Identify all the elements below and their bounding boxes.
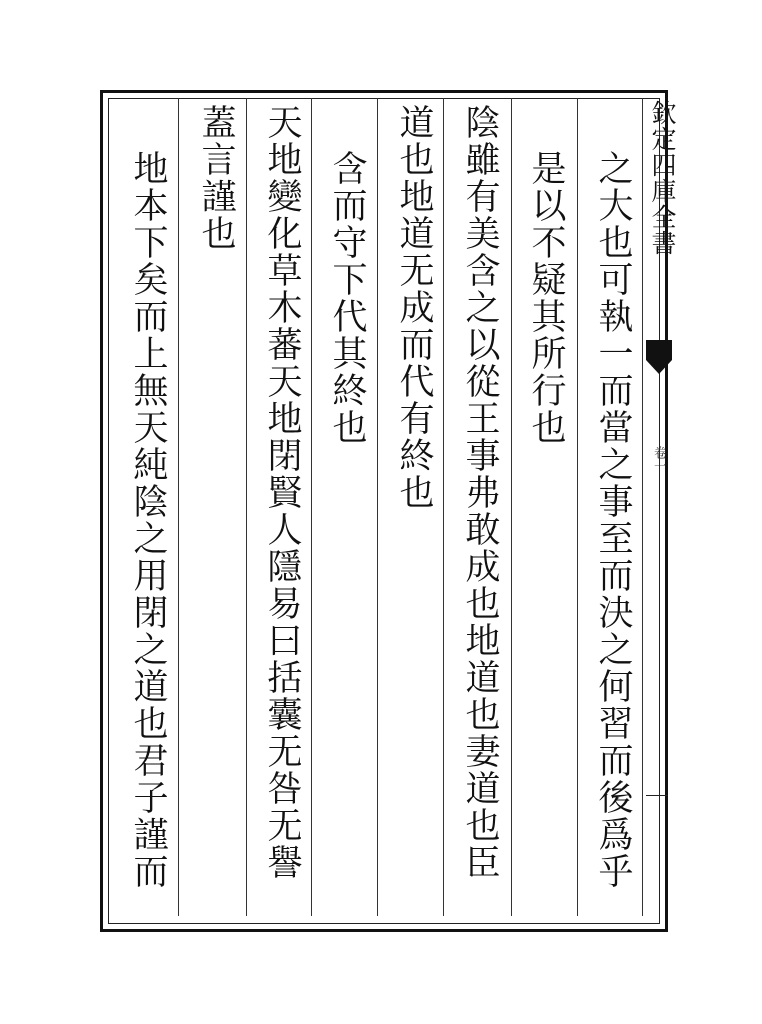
text-column: 道也地道无成而代有終也 — [394, 104, 434, 511]
book-title: 欽定四庫全書 — [648, 100, 677, 256]
text-column: 地本下矣而上無天純陰之用閉之道也君子謹而 — [128, 150, 168, 890]
text-column: 含而守下代其終也 — [327, 150, 367, 446]
column-rule — [178, 98, 179, 916]
column-rule — [642, 98, 643, 916]
column-rule — [511, 98, 512, 916]
text-column: 天地變化草木蕃天地閉賢人隱易曰括囊无咎无譽 — [262, 104, 302, 881]
column-rule — [246, 98, 247, 916]
column-rule — [443, 98, 444, 916]
text-column: 陰雖有美含之以從王事弗敢成也地道也妻道也臣 — [460, 104, 500, 881]
column-rule — [577, 98, 578, 916]
text-column: 蓋言謹也 — [196, 104, 236, 252]
margin-tick — [646, 795, 668, 796]
column-rule — [311, 98, 312, 916]
page-frame — [100, 90, 668, 932]
fishtail-mark-icon — [646, 340, 672, 374]
column-rule — [377, 98, 378, 916]
juan-number: 卷一 — [651, 446, 666, 472]
text-column: 是以不疑其所行也 — [526, 150, 566, 446]
text-column: 之大也可執一而當之事至而決之何習而後爲乎 — [593, 150, 633, 890]
